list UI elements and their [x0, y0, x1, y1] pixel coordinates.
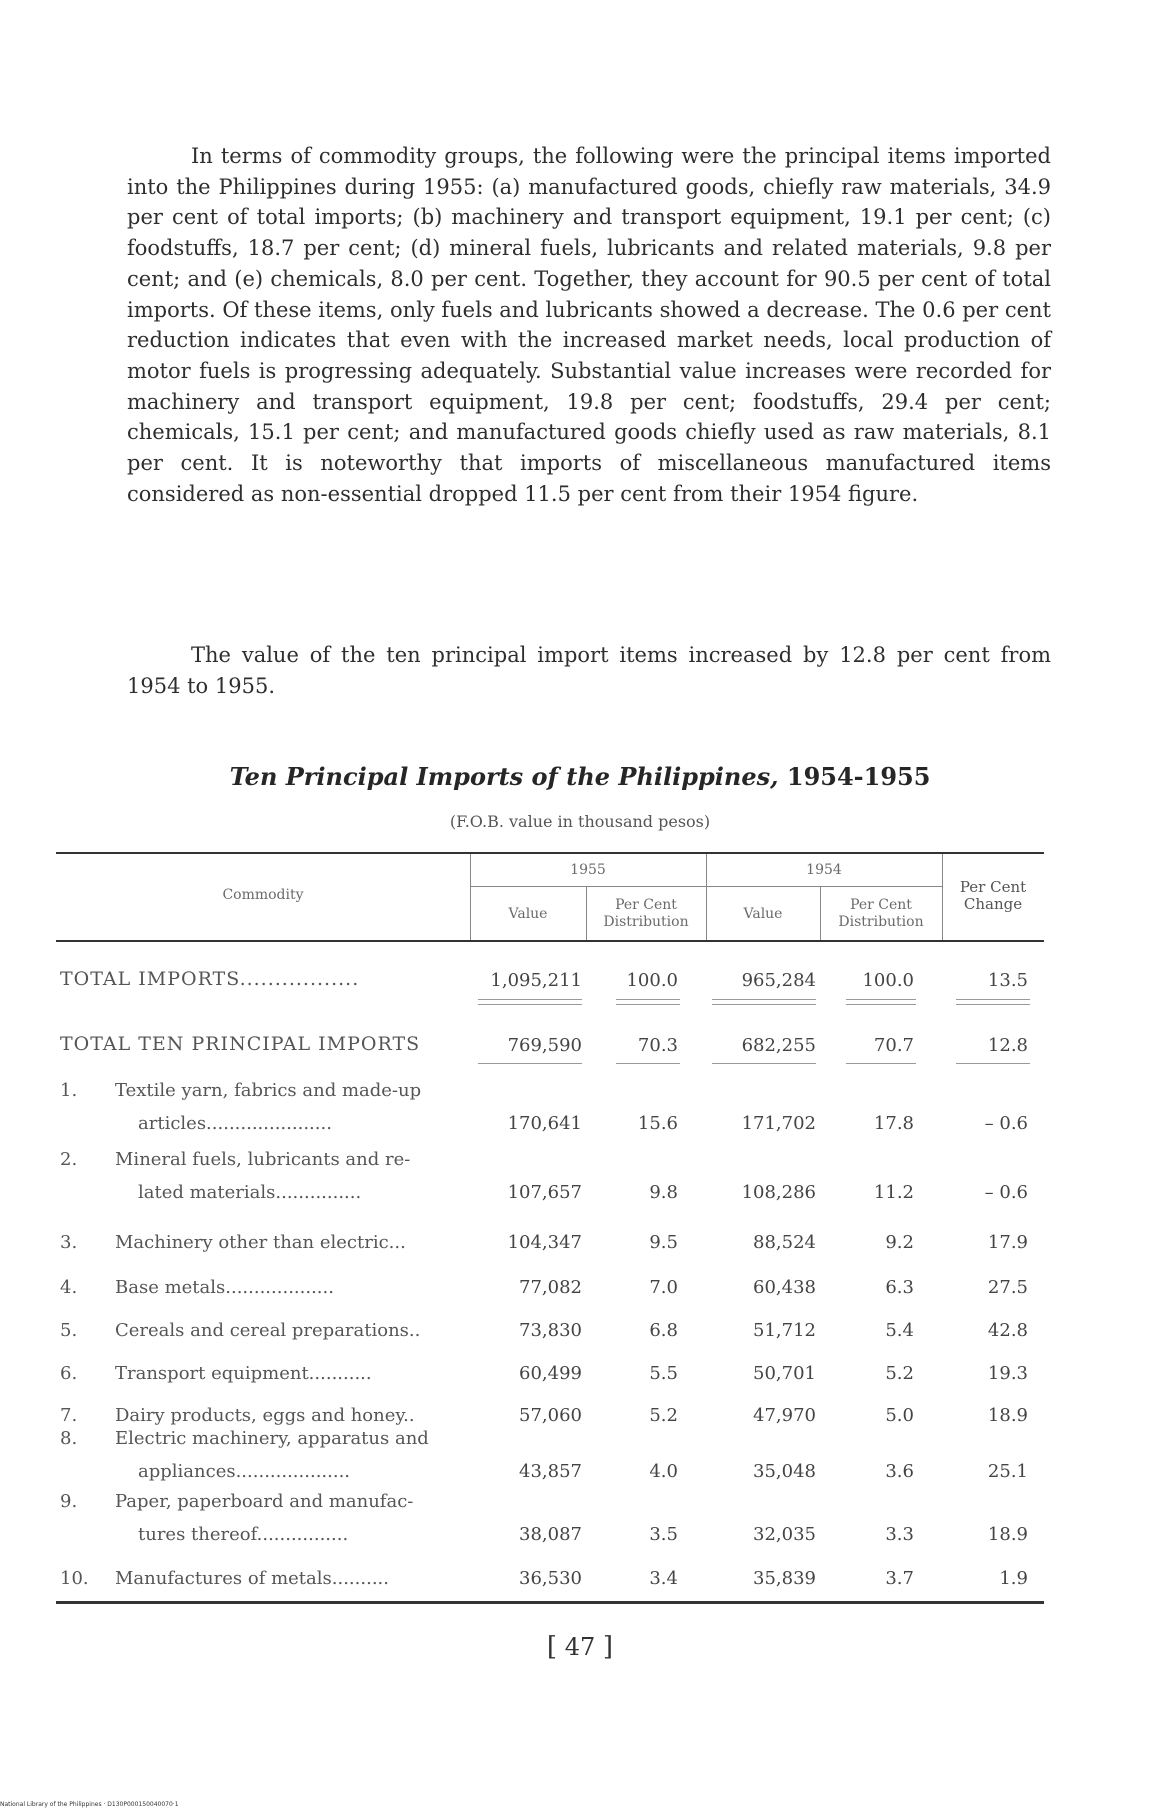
cell-value-1954: 32,035 — [753, 1524, 816, 1545]
cell-value-1954: 88,524 — [753, 1232, 816, 1253]
cell-distribution-1955: 4.0 — [649, 1461, 678, 1482]
double-underline — [956, 999, 1030, 1005]
header-change-line2: Change — [963, 895, 1023, 913]
cell-value-1954: 35,839 — [753, 1568, 816, 1589]
header-per-cent-change — [942, 879, 1044, 913]
cell-distribution-1955: 5.2 — [649, 1405, 678, 1426]
cell-value-1955: 43,857 — [519, 1461, 582, 1482]
header-distribution-line1: Per Cent — [850, 897, 912, 913]
row-number: 5. — [60, 1320, 78, 1341]
double-underline — [712, 999, 816, 1005]
header-value-1955: Value — [508, 906, 548, 922]
table-header-rule — [56, 940, 1044, 942]
header-change-line1: Per Cent — [959, 878, 1027, 896]
cell-value-1955: 170,641 — [507, 1113, 582, 1134]
cell-value-1955: 107,657 — [507, 1182, 582, 1203]
commodity-name: Base metals................... — [115, 1277, 334, 1298]
table-title-years: 1954-1955 — [786, 762, 931, 791]
cell-distribution-1954: 100.0 — [862, 970, 914, 991]
commodity-name: Machinery other than electric... — [115, 1232, 406, 1253]
table-subtitle: (F.O.B. value in thousand pesos) — [449, 812, 711, 831]
double-underline — [478, 999, 582, 1005]
library-stamp: National Library of the Philippines · D130P000150040070·1 — [0, 1801, 179, 1808]
cell-per-cent-change: – 0.6 — [984, 1182, 1028, 1203]
row-number: 1. — [60, 1080, 78, 1101]
cell-value-1954: 682,255 — [741, 1035, 816, 1056]
row-number: 10. — [60, 1568, 89, 1589]
cell-distribution-1955: 6.8 — [649, 1320, 678, 1341]
cell-distribution-1955: 15.6 — [637, 1113, 678, 1134]
cell-value-1954: 60,438 — [753, 1277, 816, 1298]
cell-value-1954: 171,702 — [741, 1113, 816, 1134]
header-distribution-line1: Per Cent — [615, 897, 677, 913]
cell-value-1955: 57,060 — [519, 1405, 582, 1426]
single-underline — [712, 1063, 816, 1064]
cell-value-1954: 47,970 — [753, 1405, 816, 1426]
single-underline — [616, 1063, 680, 1064]
header-commodity: Commodity — [222, 887, 304, 903]
header-subrule-1954 — [706, 886, 942, 887]
total-imports-label: TOTAL IMPORTS................. — [60, 968, 360, 990]
cell-value-1954: 50,701 — [753, 1363, 816, 1384]
cell-distribution-1955: 3.4 — [649, 1568, 678, 1589]
cell-distribution-1954: 70.7 — [873, 1035, 914, 1056]
commodity-name-line2: articles...................... — [138, 1113, 332, 1134]
cell-per-cent-change: 18.9 — [987, 1524, 1028, 1545]
header-subrule-1955 — [470, 886, 706, 887]
cell-distribution-1955: 9.5 — [649, 1232, 678, 1253]
row-number: 8. — [60, 1428, 78, 1449]
cell-per-cent-change: 18.9 — [987, 1405, 1028, 1426]
cell-per-cent-change: 25.1 — [987, 1461, 1028, 1482]
cell-per-cent-change: 13.5 — [987, 970, 1028, 991]
header-distribution-line2: Distribution — [603, 914, 689, 930]
cell-distribution-1954: 6.3 — [885, 1277, 914, 1298]
page-number-close-bracket: ] — [602, 1632, 614, 1662]
commodity-name: Transport equipment........... — [115, 1363, 372, 1384]
cell-value-1955: 38,087 — [519, 1524, 582, 1545]
cell-per-cent-change: 42.8 — [987, 1320, 1028, 1341]
cell-per-cent-change: 19.3 — [987, 1363, 1028, 1384]
cell-value-1955: 769,590 — [507, 1035, 582, 1056]
page-number-text: 47 — [564, 1633, 596, 1661]
commodity-name-line2: lated materials............... — [138, 1182, 362, 1203]
double-underline — [846, 999, 916, 1005]
cell-distribution-1955: 9.8 — [649, 1182, 678, 1203]
single-underline — [956, 1063, 1030, 1064]
table-title-text: Ten Principal Imports of the Philippines, — [229, 762, 779, 791]
single-underline — [478, 1063, 582, 1064]
header-year-1955: 1955 — [570, 862, 606, 878]
row-number: 7. — [60, 1405, 78, 1426]
row-number: 9. — [60, 1491, 78, 1512]
cell-per-cent-change: 27.5 — [987, 1277, 1028, 1298]
cell-value-1954: 35,048 — [753, 1461, 816, 1482]
cell-distribution-1954: 3.7 — [885, 1568, 914, 1589]
header-distribution-1954 — [820, 897, 942, 931]
page-number — [0, 1632, 1160, 1662]
page-number-open-bracket: [ — [546, 1632, 558, 1662]
cell-value-1955: 77,082 — [519, 1277, 582, 1298]
header-distribution-1955 — [586, 897, 706, 931]
commodity-name-line2: appliances.................... — [138, 1461, 351, 1482]
cell-distribution-1955: 7.0 — [649, 1277, 678, 1298]
commodity-name-line1: Mineral fuels, lubricants and re- — [115, 1149, 411, 1170]
cell-value-1955: 73,830 — [519, 1320, 582, 1341]
cell-value-1955: 104,347 — [507, 1232, 582, 1253]
cell-per-cent-change: 12.8 — [987, 1035, 1028, 1056]
cell-distribution-1954: 5.0 — [885, 1405, 914, 1426]
row-number: 4. — [60, 1277, 78, 1298]
table-title — [0, 762, 1160, 791]
cell-value-1955: 1,095,211 — [490, 970, 582, 991]
total-ten-label: TOTAL TEN PRINCIPAL IMPORTS — [60, 1033, 421, 1055]
cell-distribution-1955: 3.5 — [649, 1524, 678, 1545]
commodity-name: Dairy products, eggs and honey.. — [115, 1405, 415, 1426]
cell-distribution-1954: 3.3 — [885, 1524, 914, 1545]
commodity-name: Cereals and cereal preparations.. — [115, 1320, 421, 1341]
cell-value-1954: 51,712 — [753, 1320, 816, 1341]
header-value-1954: Value — [743, 906, 783, 922]
row-number: 2. — [60, 1149, 78, 1170]
cell-value-1955: 60,499 — [519, 1363, 582, 1384]
cell-value-1954: 108,286 — [741, 1182, 816, 1203]
cell-per-cent-change: – 0.6 — [984, 1113, 1028, 1134]
body-paragraph-1: In terms of commodity groups, the following were the principal items imported into the Philippines during 1955: (a) manufactured goods, chiefly raw materials, 34.9 per cent of total imports; (b) machinery and transport equipment, 19.1 per cent; (c) foodstuffs, 18.7 per cent; (d) mineral fuels, lubricants and related materials, 9.8 per cent; and (e) chemicals, 8.0 per cent. Together, they account for 90.5 per cent of total imports. Of these items, only fuels and lubricants showed a decrease. The 0.6 per cent reduction indicates that even with the increased market needs, local production of motor fuels is progressing adequately. Substantial value increases were recorded for machinery and transport equipment, 19.8 per cent; foodstuffs, 29.4 per cent; chemicals, 15.1 per cent; and manufactured goods chiefly used as raw materials, 8.1 per cent. It is noteworthy that imports of miscellaneous manufactured items considered as non-essential dropped 11.5 per cent from their 1954 figure. — [127, 144, 1051, 506]
header-year-1954: 1954 — [806, 862, 842, 878]
cell-distribution-1954: 5.4 — [885, 1320, 914, 1341]
cell-per-cent-change: 17.9 — [987, 1232, 1028, 1253]
cell-distribution-1955: 70.3 — [637, 1035, 678, 1056]
row-number: 3. — [60, 1232, 78, 1253]
cell-per-cent-change: 1.9 — [999, 1568, 1028, 1589]
single-underline — [846, 1063, 916, 1064]
table-top-rule — [56, 852, 1044, 854]
cell-distribution-1954: 3.6 — [885, 1461, 914, 1482]
commodity-name-line1: Electric machinery, apparatus and — [115, 1428, 429, 1449]
row-number: 6. — [60, 1363, 78, 1384]
cell-distribution-1955: 100.0 — [626, 970, 678, 991]
double-underline — [616, 999, 680, 1005]
cell-distribution-1954: 17.8 — [873, 1113, 914, 1134]
body-paragraph-2: The value of the ten principal import items increased by 12.8 per cent from 1954 to 1955. — [127, 643, 1051, 698]
commodity-name: Manufactures of metals.......... — [115, 1568, 389, 1589]
cell-value-1955: 36,530 — [519, 1568, 582, 1589]
cell-value-1954: 965,284 — [741, 970, 816, 991]
cell-distribution-1954: 5.2 — [885, 1363, 914, 1384]
commodity-name-line2: tures thereof................ — [138, 1524, 349, 1545]
commodity-name-line1: Paper, paperboard and manufac- — [115, 1491, 414, 1512]
table-bottom-rule — [56, 1601, 1044, 1604]
cell-distribution-1955: 5.5 — [649, 1363, 678, 1384]
header-distribution-line2: Distribution — [838, 914, 924, 930]
cell-distribution-1954: 11.2 — [873, 1182, 914, 1203]
commodity-name-line1: Textile yarn, fabrics and made-up — [115, 1080, 422, 1101]
cell-distribution-1954: 9.2 — [885, 1232, 914, 1253]
